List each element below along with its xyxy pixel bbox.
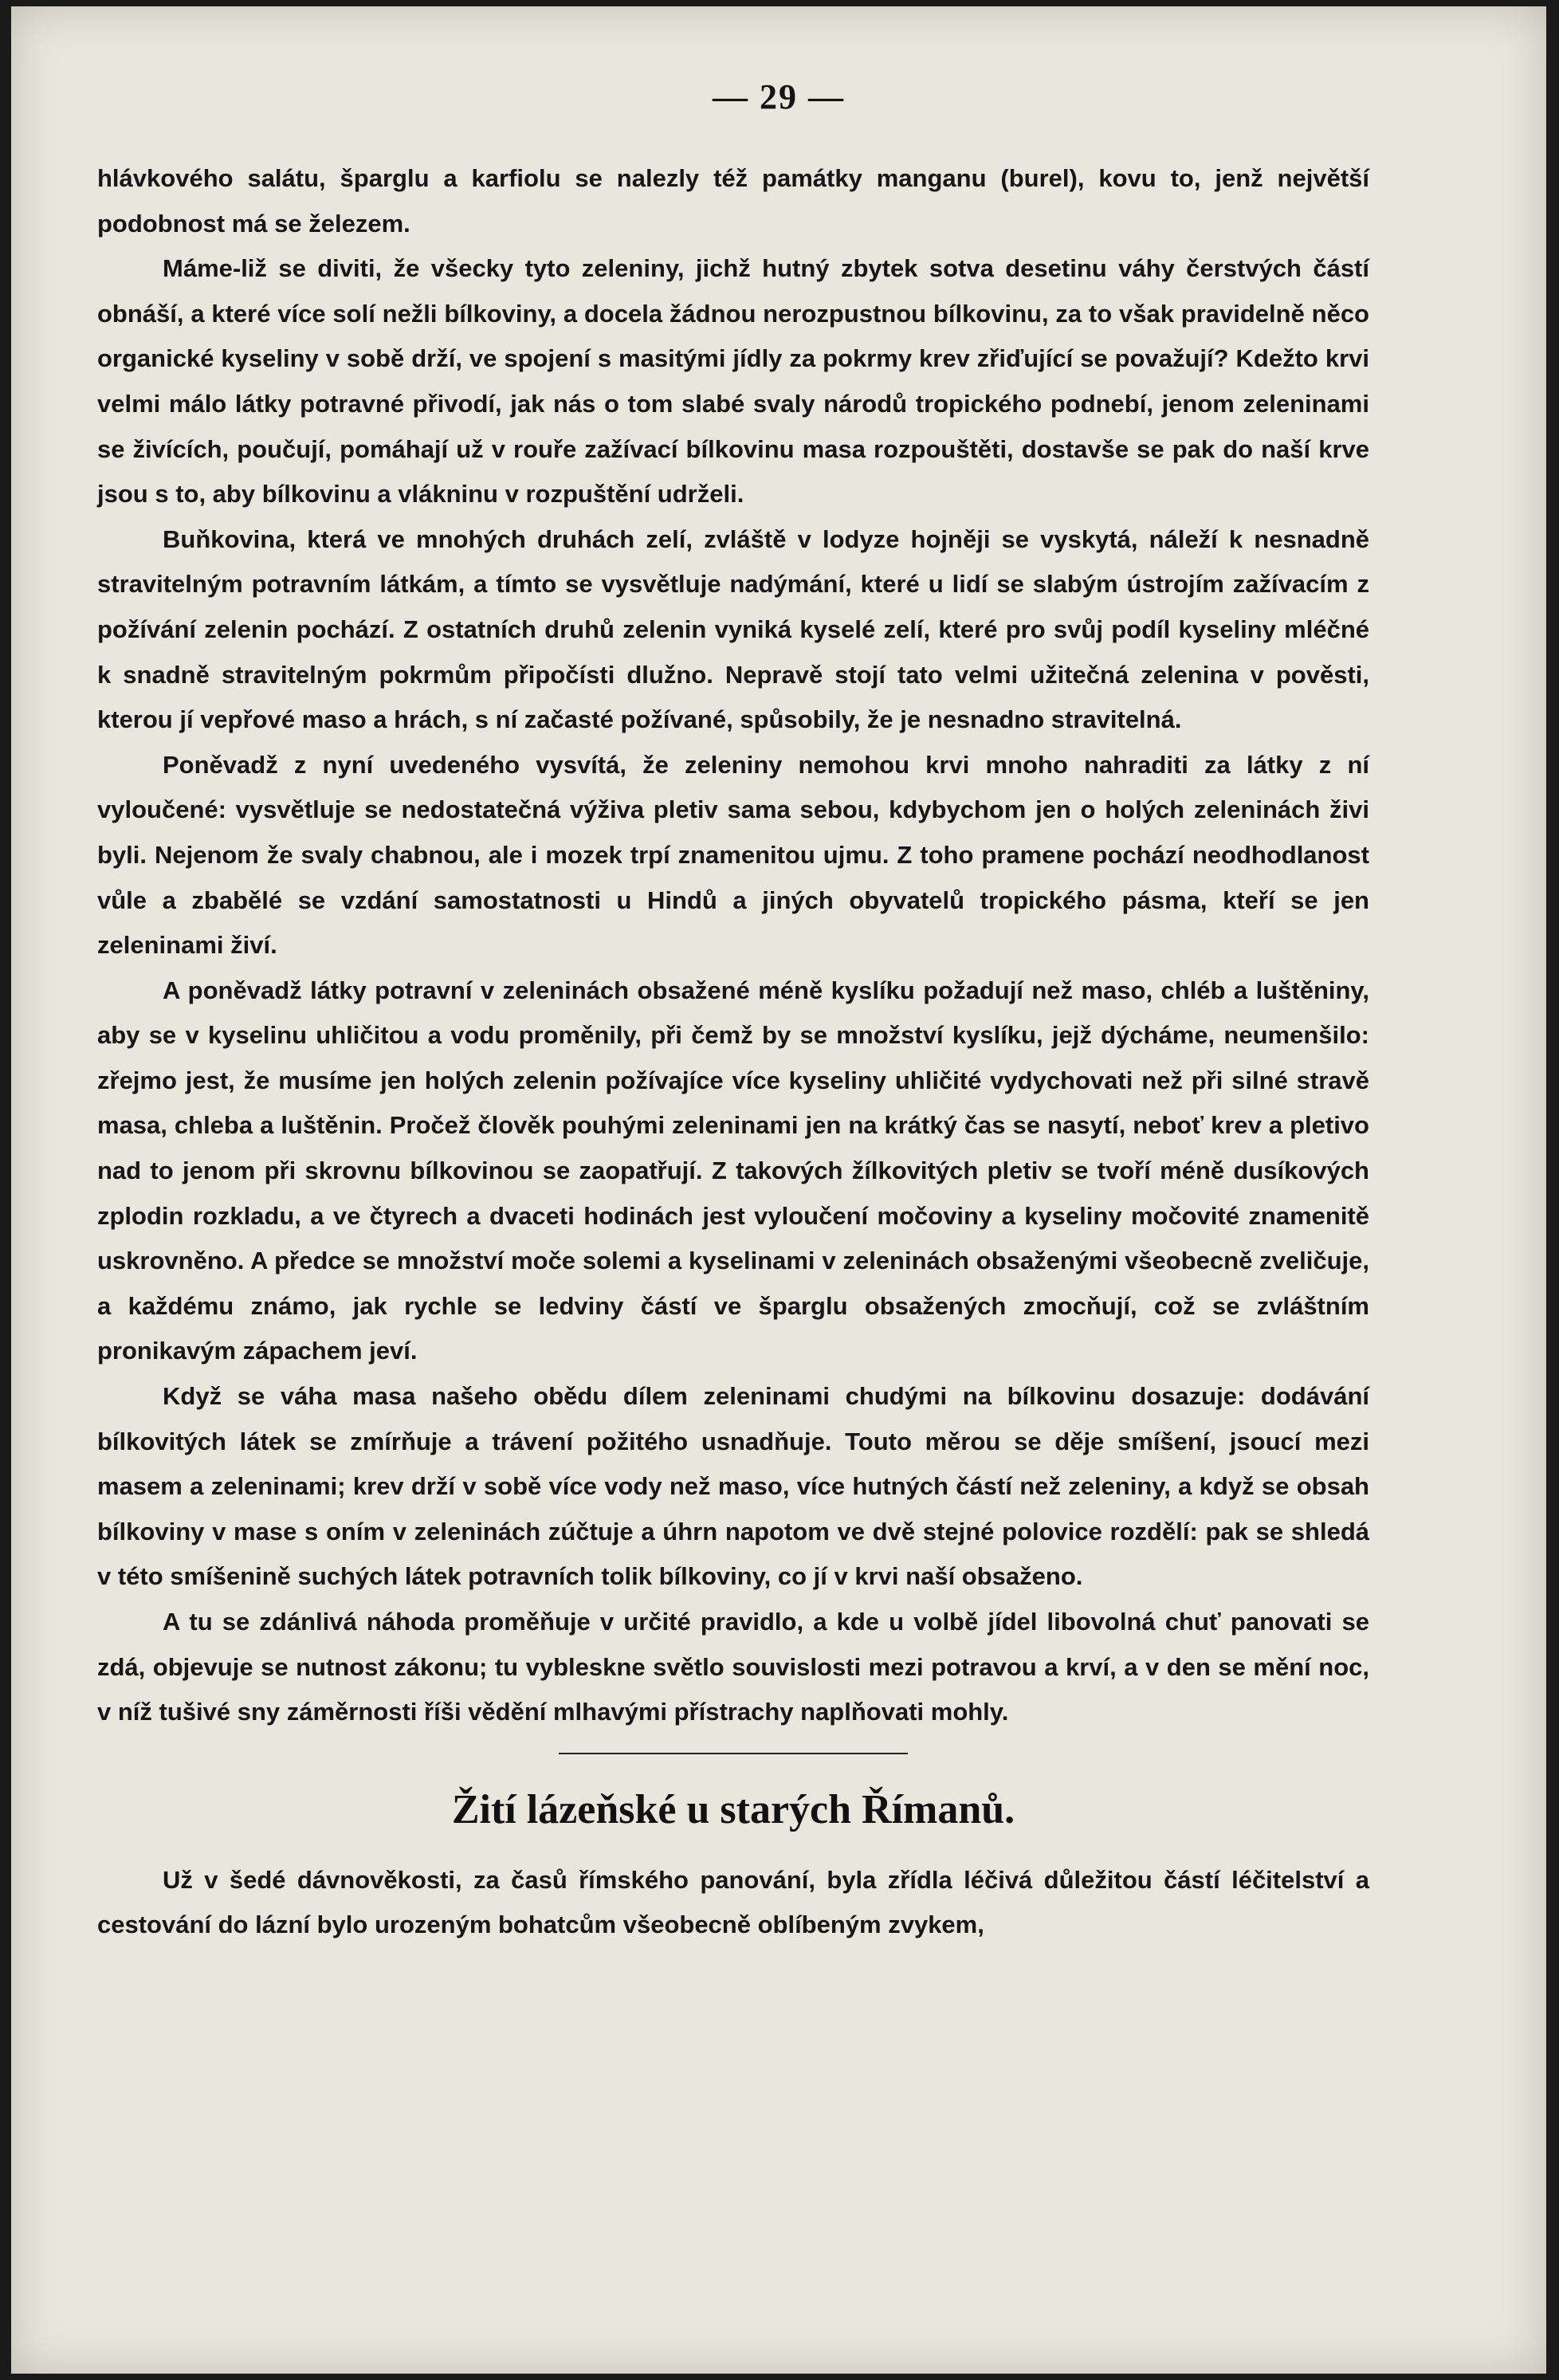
paragraph: Máme-liž se diviti, že všecky tyto zeleniny, jichž hutný zbytek sotva desetinu váhy čerstvých částí obnáší, a které více solí nežli bílkoviny, a docela žádnou nerozpustnou bílkovinu, za to však pravidelně něco organické kyseliny v sobě drží, ve spojení s masitými jídly za pokrmy krev zřiďující se považují? Kdežto krvi velmi málo látky potravné přivodí, jak nás o tom slabé svaly národů tropického podnebí, jenom zeleninami se živících, poučují, pomáhají už v rouře zažívací bílkovinu masa rozpouštěti, dostavše se pak do naší krve jsou s to, aby bílkovinu a vlákninu v rozpuštění udrželi. (97, 254, 1369, 509)
paragraph-continuation: hlávkového salátu, šparglu a karfiolu se nalezly též památky manganu (burel), kovu to, jenž největší podobnost má se železem. (97, 164, 1369, 238)
paragraph: A poněvadž látky potravní v zeleninách obsažené méně kyslíku požadují než maso, chléb a luštěniny, aby se v kyselinu uhličitou a vodu proměnily, při čemž by se množství kyslíku, jejž dýcháme, neumenšilo: zřejmo jest, že musíme jen holých zelenin požívajíce více kyseliny uhličité vydychovati než při silné stravě masa, chleba a luštěnin. Pročež člověk pouhými zeleninami jen na krátký čas se nasytí, neboť krev a pletivo nad to jenom při skrovnu bílkovinou se zaopatřují. Z takových žílkovitých pletiv se tvoří méně dusíkových zplodin rozkladu, a ve čtyrech a dvaceti hodinách jest vyloučení močoviny a kyseliny močovité znamenitě uskrovněno. A předce se množství moče solemi a kyselinami v zeleninách obsaženými všeobecně zveličuje, a každému známo, jak rychle se ledviny částí ve šparglu obsažených zmocňují, což se zvláštním pronikavým zápachem jeví. (97, 976, 1369, 1365)
body-text (97, 156, 1369, 1948)
paragraph: A tu se zdánlivá náhoda proměňuje v určité pravidlo, a kde u volbě jídel libovolná chuť panovati se zdá, objevuje se nutnost zákonu; tu vybleskne světlo souvislosti mezi potravou a krví, a v den se mění noc, v níž tušivé sny záměrnosti říši vědění mlhavými přístrachy naplňovati mohly. (97, 1608, 1369, 1726)
paragraph: Buňkovina, která ve mnohých druhách zelí, zvláště v lodyze hojněji se vyskytá, náleží k nesnadně stravitelným potravním látkám, a tímto se vysvětluje nadýmání, které u lidí se slabým ústrojím zažívacím z požívání zelenin pochází. Z ostatních druhů zelenin vyniká kyselé zelí, které pro svůj podíl kyseliny mléčné k snadně stravitelným pokrmům připočísti dlužno. Nepravě stojí tato velmi užitečná zelenina v pověsti, kterou jí vepřové maso a hrách, s ní začasté požívané, spůsobily, že je nesnadno stravitelná. (97, 524, 1369, 734)
section-divider (559, 1753, 908, 1754)
book-page (11, 6, 1546, 2374)
section-heading: Žití lázeňské u starých Římanů. (451, 1786, 1015, 1832)
paragraph: Už v šedé dávnověkosti, za časů římského panování, byla zřídla léčivá důležitou částí léčitelství a cestování do lázní bylo urozeným bohatcům všeobecně oblíbeným zvykem, (97, 1865, 1369, 1939)
page-number: — 29 — (713, 77, 845, 116)
paragraph: Poněvadž z nyní uvedeného vysvítá, že zeleniny nemohou krvi mnoho nahraditi za látky z ní vyloučené: vysvětluje se nedostatečná výživa pletiv sama sebou, kdybychom jen o holých zeleninách živi byli. Nejenom že svaly chabnou, ale i mozek trpí znamenitou ujmu. Z toho pramene pochází neodhodlanost vůle a zbabělé se vzdání samostatnosti u Hindů a jiných obyvatelů tropického pásma, kteří se jen zeleninami živí. (97, 750, 1369, 960)
paragraph: Když se váha masa našeho obědu dílem zeleninami chudými na bílkovinu dosazuje: dodávání bílkovitých látek se zmírňuje a trávení požitého usnadňuje. Touto měrou se děje smíšení, jsoucí mezi masem a zeleninami; krev drží v sobě více vody než maso, více hutných částí než zeleniny, a když se obsah bílkoviny v mase s oním v zeleninách zúčtuje a úhrn napotom ve dvě stejné polovice rozdělí: pak se shledá v této smíšenině suchých látek potravních tolik bílkoviny, co jí v krvi naší obsaženo. (97, 1382, 1369, 1591)
